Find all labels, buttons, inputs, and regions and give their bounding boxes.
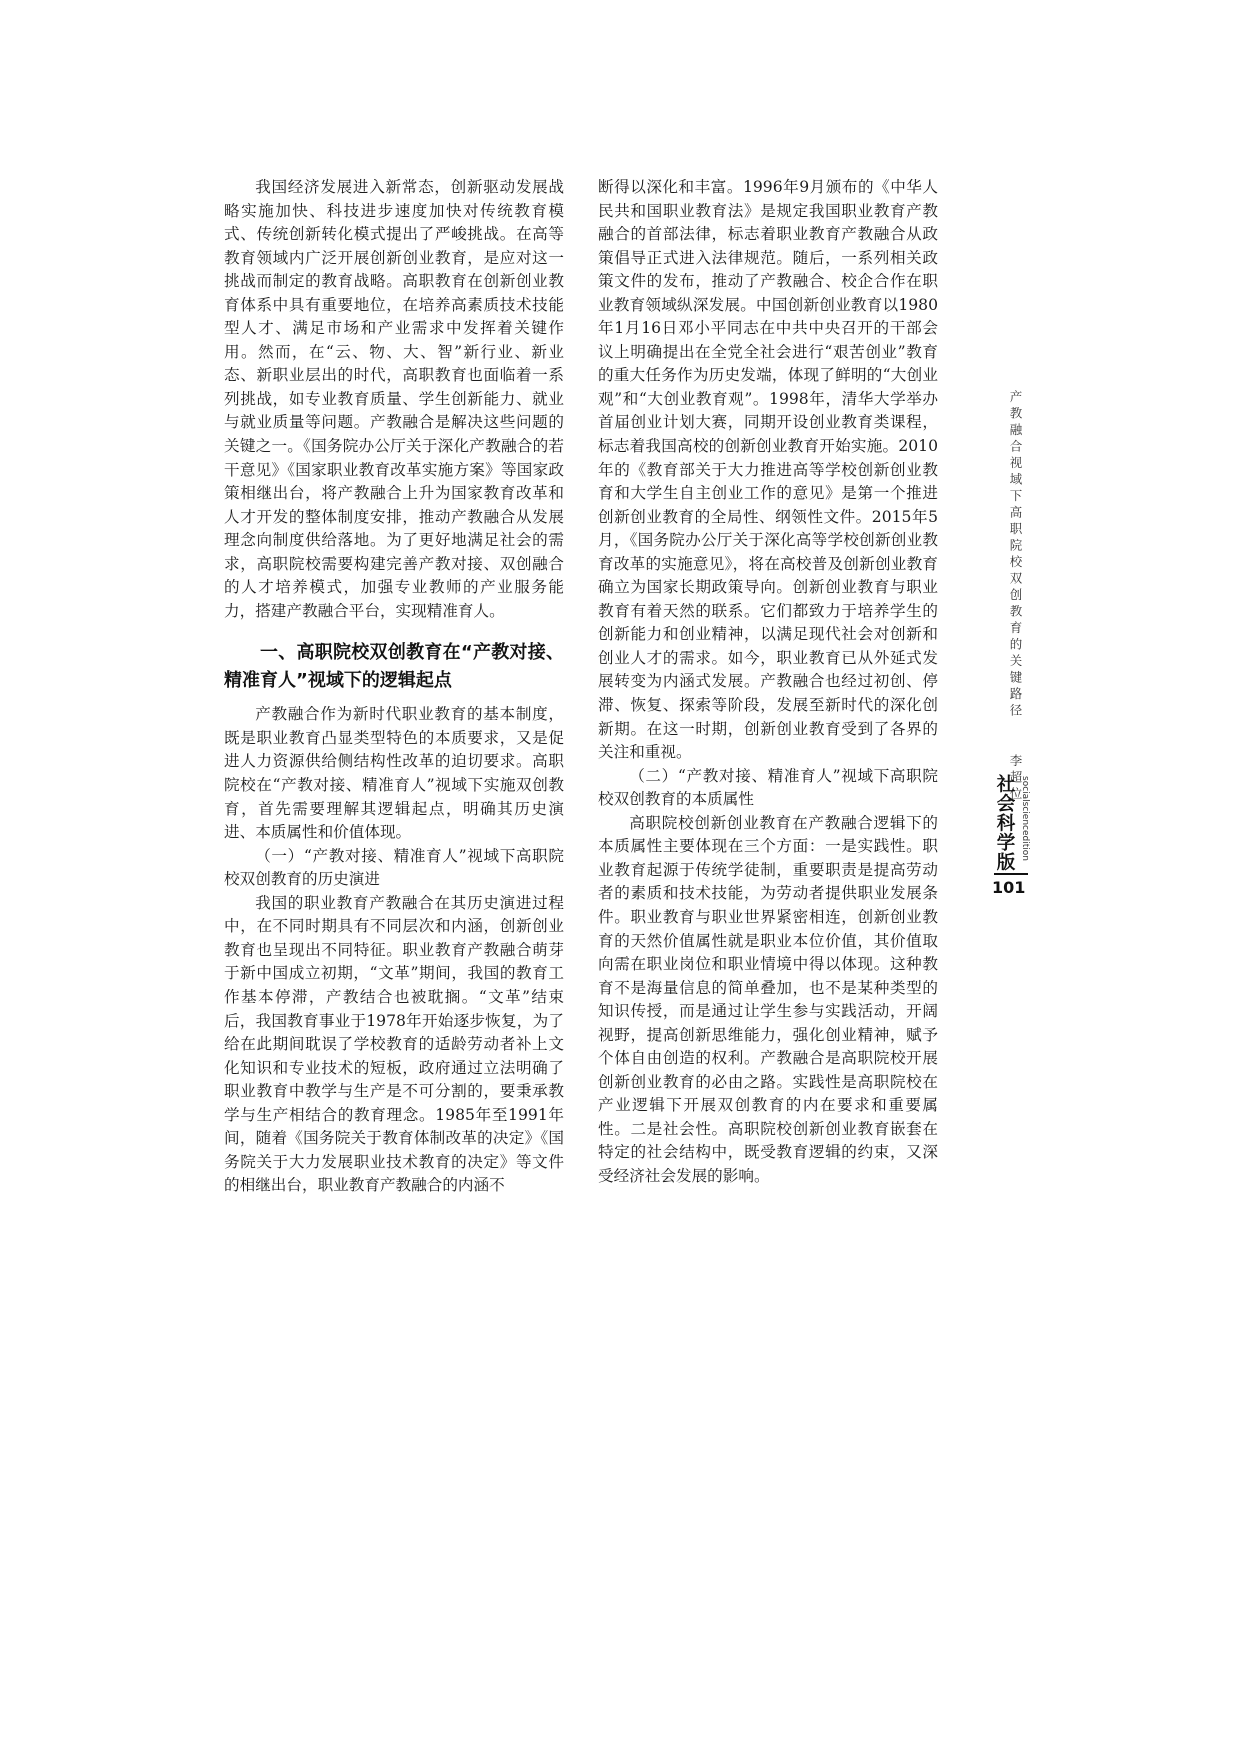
essence-paragraph: 高职院校创新创业教育在产教融合逻辑下的本质属性主要体现在三个方面：一是实践性。职业教育起源于传统学徒制，重要职责是提高劳动者的素质和技术技能，为劳动者提供职业发展条件。职业教育与职业世界紧密相连，创新创业教育的天然价值属性就是职业本位价值，其价值取向需在职业岗位和职业情境中得以体现。这种教育不是海量信息的简单叠加，也不是某种类型的知识传授，而是通过让学生参与实践活动，开阔视野，提高创新思维能力，强化创业精神，赋予个体自由创造的权利。产教融合是高职院校开展创新创业教育的必由之路。实践性是高职院校在产业逻辑下开展双创教育的内在要求和重要属性。二是社会性。高职院校创新创业教育嵌套在特定的社会结构中，既受教育逻辑的约束，又深受经济社会发展的影响。 [598,813,938,1185]
page-number-rule [994,873,1028,875]
subheading-essence: （二）“产教对接、精准育人”视域下高职院校双创教育的本质属性 [598,766,938,809]
right-column [598,176,938,1189]
history-paragraph: 我国的职业教育产教融合在其历史演进过程中，在不同时期具有不同层次和内涵，创新创业教育也呈现出不同特征。职业教育产教融合萌芽于新中国成立初期，“文革”期间，我国的教育工作基本停滞，产教结合也被耽搁。“文革”结束后，我国教育事业于1978年开始逐步恢复，为了给在此期间耽误了学校教育的适龄劳动者补上文化知识和专业技术的短板，政府通过立法明确了职业教育中教学与生产是不可分割的，要秉承教学与生产相结合的教育理念。1985年至1991年间，随着《国务院关于教育体制改革的决定》《国务院关于大力发展职业技术教育的决定》等文件的相继出台，职业教育产教融合的内涵不 [224,893,564,1195]
subheading-history: （一）“产教对接、精准育人”视域下高职院校双创教育的历史演进 [224,846,564,889]
history-paragraph-continued: 断得以深化和丰富。1996年9月颁布的《中华人民共和国职业教育法》是规定我国职业教育产教融合的首部法律，标志着职业教育产教融合从政策倡导正式进入法律规范。随后，一系列相关政策文件的发布，推动了产教融合、校企合作在职业教育领域纵深发展。中国创新创业教育以1980年1月16日邓小平同志在中共中央召开的干部会议上明确提出在全党全社会进行“艰苦创业”教育的重大任务作为历史发端，体现了鲜明的“大创业观”和“大创业教育观”。1998年，清华大学举办首届创业计划大赛，同期开设创业教育类课程，标志着我国高校的创新创业教育开始实施。2010年的《教育部关于大力推进高等学校创新创业教育和大学生自主创业工作的意见》是第一个推进创新创业教育的全局性、纲领性文件。2015年5月，《国务院办公厅关于深化高等学校创新创业教育改革的实施意见》，将在高校普及创新创业教育确立为国家长期政策导向。创新创业教育与职业教育有着天然的联系。它们都致力于培养学生的创新能力和创业精神，以满足现代社会对创新和创业人才的需求。如今，职业教育已从外延式发展转变为内涵式发展。产教融合也经过初创、停滞、恢复、探索等阶段，发展至新时代的深化创新期。在这一时期，创新创业教育受到了各界的关注和重视。 [598,178,938,762]
running-title: 产教融合视域下高职院校双创教育的关键路径 [1008,390,1023,720]
left-column [224,176,564,1198]
running-author: 李超位 [1008,753,1023,804]
section-paragraph: 产教融合作为新时代职业教育的基本制度，既是职业教育凸显类型特色的本质要求，又是促进人力资源供给侧结构性改革的迫切要求。高职院校在“产教对接、精准育人”视域下实施双创教育，首先需要理解其逻辑起点，明确其历史演进、本质属性和价值体现。 [224,705,564,842]
journal-section-name-en: socialsciencedition [1020,776,1030,861]
section-heading: 一、高职院校双创教育在“产教对接、精准育人”视域下的逻辑起点 [224,642,564,692]
intro-paragraph: 我国经济发展进入新常态，创新驱动发展战略实施加快、科技进步速度加快对传统教育模式、传统创新转化模式提出了严峻挑战。在高等教育领域内广泛开展创新创业教育，是应对这一挑战而制定的教育战略。高职教育在创新创业教育体系中具有重要地位，在培养高素质技术技能型人才、满足市场和产业需求中发挥着关键作用。然而，在“云、物、大、智”新行业、新业态、新职业层出的时代，高职教育也面临着一系列挑战，如专业教育质量、学生创新能力、就业与就业质量等问题。产教融合是解决这些问题的关键之一。《国务院办公厅关于深化产教融合的若干意见》《国家职业教育改革实施方案》等国家政策相继出台，将产教融合上升为国家教育改革和人才开发的整体制度安排，推动产教融合从发展理念向制度供给落地。为了更好地满足社会的需求，高职院校需要构建完善产教对接、双创融合的人才培养模式，加强专业教师的产业服务能力，搭建产教融合平台，实现精准育人。 [224,178,564,620]
page-number: 101 [992,878,1026,897]
journal-section-name: 社会科学版 [994,774,1015,872]
running-head [1003,390,1025,803]
